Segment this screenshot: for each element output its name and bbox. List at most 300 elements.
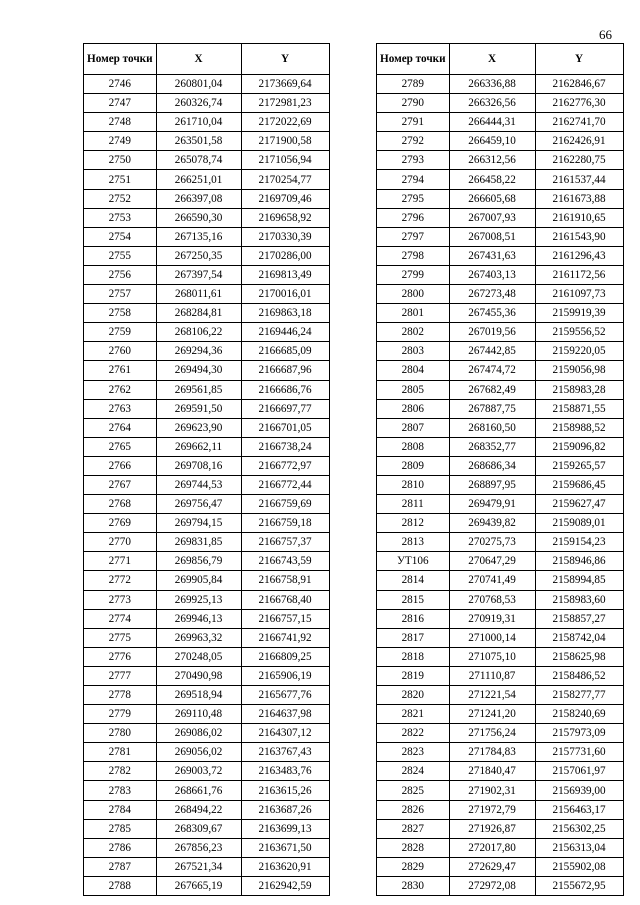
cell-y: 2158625,98 — [535, 647, 623, 666]
table-row — [377, 876, 624, 895]
cell-y: 2166758,91 — [241, 571, 329, 590]
table-header-row — [84, 44, 330, 75]
header-point-number: Номер точки — [84, 44, 157, 75]
cell-x: 270919,31 — [449, 609, 535, 628]
cell-y: 2170016,01 — [241, 285, 329, 304]
cell-x: 267431,63 — [449, 246, 535, 265]
cell-x: 267273,48 — [449, 285, 535, 304]
cell-point-number: 2817 — [377, 628, 450, 647]
cell-y: 2166741,92 — [241, 628, 329, 647]
cell-point-number: 2787 — [84, 857, 157, 876]
header-point-number: Номер точки — [377, 44, 450, 75]
cell-point-number: 2796 — [377, 208, 450, 227]
cell-y: 2162942,59 — [241, 876, 329, 895]
cell-point-number: 2821 — [377, 705, 450, 724]
cell-x: 266397,08 — [156, 189, 241, 208]
table-row — [377, 495, 624, 514]
cell-x: 266458,22 — [449, 170, 535, 189]
cell-y: 2161172,56 — [535, 265, 623, 284]
table-row — [377, 189, 624, 208]
table-row — [377, 399, 624, 418]
cell-y: 2159627,47 — [535, 495, 623, 514]
cell-y: 2158277,77 — [535, 686, 623, 705]
cell-point-number: 2830 — [377, 876, 450, 895]
cell-y: 2165677,76 — [241, 686, 329, 705]
cell-point-number: 2782 — [84, 762, 157, 781]
table-row — [377, 838, 624, 857]
cell-x: 267455,36 — [449, 304, 535, 323]
table-row — [84, 170, 330, 189]
table-row — [84, 304, 330, 323]
cell-y: 2162741,70 — [535, 113, 623, 132]
cell-point-number: 2748 — [84, 113, 157, 132]
cell-y: 2158240,69 — [535, 705, 623, 724]
cell-point-number: 2756 — [84, 265, 157, 284]
cell-y: 2156939,00 — [535, 781, 623, 800]
cell-x: 272017,80 — [449, 838, 535, 857]
cell-x: 263501,58 — [156, 132, 241, 151]
cell-x: 270647,29 — [449, 552, 535, 571]
cell-y: 2172981,23 — [241, 94, 329, 113]
cell-y: 2158988,52 — [535, 418, 623, 437]
cell-x: 266444,31 — [449, 113, 535, 132]
cell-y: 2166685,09 — [241, 342, 329, 361]
cell-point-number: 2792 — [377, 132, 450, 151]
cell-point-number: 2758 — [84, 304, 157, 323]
cell-x: 271000,14 — [449, 628, 535, 647]
table-row — [377, 208, 624, 227]
cell-x: 269794,15 — [156, 514, 241, 533]
cell-x: 267474,72 — [449, 361, 535, 380]
cell-point-number: 2795 — [377, 189, 450, 208]
table-row — [84, 705, 330, 724]
cell-y: 2163615,26 — [241, 781, 329, 800]
cell-y: 2158946,86 — [535, 552, 623, 571]
cell-point-number: 2822 — [377, 724, 450, 743]
cell-x: 271110,87 — [449, 666, 535, 685]
cell-x: 268494,22 — [156, 800, 241, 819]
cell-y: 2158871,55 — [535, 399, 623, 418]
table-row — [84, 819, 330, 838]
cell-point-number: 2801 — [377, 304, 450, 323]
cell-point-number: 2755 — [84, 246, 157, 265]
cell-point-number: 2810 — [377, 475, 450, 494]
header-x: X — [156, 44, 241, 75]
cell-x: 267250,35 — [156, 246, 241, 265]
cell-y: 2166701,05 — [241, 418, 329, 437]
cell-point-number: 2778 — [84, 686, 157, 705]
cell-x: 269086,02 — [156, 724, 241, 743]
table-row — [84, 533, 330, 552]
cell-x: 270741,49 — [449, 571, 535, 590]
cell-point-number: 2806 — [377, 399, 450, 418]
cell-y: 2158742,04 — [535, 628, 623, 647]
cell-x: 268160,50 — [449, 418, 535, 437]
cell-y: 2157731,60 — [535, 743, 623, 762]
table-row — [377, 380, 624, 399]
cell-x: 269946,13 — [156, 609, 241, 628]
cell-point-number: 2818 — [377, 647, 450, 666]
cell-point-number: 2797 — [377, 227, 450, 246]
cell-x: 269056,02 — [156, 743, 241, 762]
cell-x: 271926,87 — [449, 819, 535, 838]
cell-point-number: 2790 — [377, 94, 450, 113]
table-row — [377, 743, 624, 762]
cell-point-number: 2802 — [377, 323, 450, 342]
cell-y: 2158857,27 — [535, 609, 623, 628]
table-row — [377, 686, 624, 705]
cell-x: 269925,13 — [156, 590, 241, 609]
cell-y: 2164307,12 — [241, 724, 329, 743]
cell-point-number: 2786 — [84, 838, 157, 857]
table-row — [377, 514, 624, 533]
table-row — [377, 800, 624, 819]
table-row — [84, 838, 330, 857]
table-row — [377, 762, 624, 781]
cell-point-number: 2765 — [84, 437, 157, 456]
cell-x: 267135,16 — [156, 227, 241, 246]
table-row — [377, 285, 624, 304]
cell-point-number: 2823 — [377, 743, 450, 762]
header-y: Y — [241, 44, 329, 75]
cell-x: 271221,54 — [449, 686, 535, 705]
table-row — [84, 647, 330, 666]
table-row — [377, 647, 624, 666]
cell-x: 269494,30 — [156, 361, 241, 380]
table-row — [377, 94, 624, 113]
table-row — [84, 609, 330, 628]
cell-x: 269518,94 — [156, 686, 241, 705]
cell-x: 271784,83 — [449, 743, 535, 762]
cell-x: 270248,05 — [156, 647, 241, 666]
table-row — [377, 246, 624, 265]
cell-point-number: 2762 — [84, 380, 157, 399]
cell-y: 2159089,01 — [535, 514, 623, 533]
cell-point-number: 2788 — [84, 876, 157, 895]
cell-y: 2171056,94 — [241, 151, 329, 170]
cell-x: 272972,08 — [449, 876, 535, 895]
cell-x: 268686,34 — [449, 456, 535, 475]
table-body-left — [84, 75, 330, 896]
cell-y: 2165906,19 — [241, 666, 329, 685]
cell-point-number: 2759 — [84, 323, 157, 342]
table-row — [84, 800, 330, 819]
cell-x: 266336,88 — [449, 75, 535, 94]
cell-y: 2169813,49 — [241, 265, 329, 284]
cell-point-number: 2781 — [84, 743, 157, 762]
table-row — [84, 495, 330, 514]
cell-point-number: 2767 — [84, 475, 157, 494]
cell-y: 2166686,76 — [241, 380, 329, 399]
cell-x: 260326,74 — [156, 94, 241, 113]
cell-x: 271840,47 — [449, 762, 535, 781]
table-row — [377, 781, 624, 800]
cell-y: 2157973,09 — [535, 724, 623, 743]
cell-y: 2161537,44 — [535, 170, 623, 189]
cell-point-number: 2757 — [84, 285, 157, 304]
cell-point-number: 2809 — [377, 456, 450, 475]
table-row — [84, 857, 330, 876]
cell-x: 266605,68 — [449, 189, 535, 208]
table-row — [84, 437, 330, 456]
cell-x: 266312,56 — [449, 151, 535, 170]
cell-y: 2173669,64 — [241, 75, 329, 94]
header-y: Y — [535, 44, 623, 75]
table-row — [84, 571, 330, 590]
cell-x: 269623,90 — [156, 418, 241, 437]
cell-y: 2161910,65 — [535, 208, 623, 227]
cell-point-number: 2800 — [377, 285, 450, 304]
cell-point-number: 2812 — [377, 514, 450, 533]
cell-point-number: 2811 — [377, 495, 450, 514]
cell-x: 267682,49 — [449, 380, 535, 399]
cell-x: 260801,04 — [156, 75, 241, 94]
cell-x: 266251,01 — [156, 170, 241, 189]
table-row — [84, 75, 330, 94]
cell-point-number: 2753 — [84, 208, 157, 227]
table-row — [84, 418, 330, 437]
cell-y: 2164637,98 — [241, 705, 329, 724]
cell-y: 2159556,52 — [535, 323, 623, 342]
cell-x: 269561,85 — [156, 380, 241, 399]
cell-point-number: 2815 — [377, 590, 450, 609]
cell-point-number: 2768 — [84, 495, 157, 514]
cell-point-number: 2816 — [377, 609, 450, 628]
table-row — [377, 475, 624, 494]
cell-point-number: 2785 — [84, 819, 157, 838]
cell-y: 2170330,39 — [241, 227, 329, 246]
cell-y: 2166743,59 — [241, 552, 329, 571]
cell-x: 268661,76 — [156, 781, 241, 800]
cell-y: 2159154,23 — [535, 533, 623, 552]
table-row — [377, 227, 624, 246]
cell-y: 2166757,37 — [241, 533, 329, 552]
cell-point-number: 2777 — [84, 666, 157, 685]
coordinates-table-right — [376, 43, 624, 896]
cell-point-number: 2804 — [377, 361, 450, 380]
table-row — [84, 189, 330, 208]
cell-x: 267007,93 — [449, 208, 535, 227]
cell-point-number: 2766 — [84, 456, 157, 475]
cell-y: 2162280,75 — [535, 151, 623, 170]
cell-y: 2172022,69 — [241, 113, 329, 132]
table-row — [377, 132, 624, 151]
cell-y: 2159220,05 — [535, 342, 623, 361]
cell-y: 2166768,40 — [241, 590, 329, 609]
cell-y: 2158486,52 — [535, 666, 623, 685]
table-row — [377, 628, 624, 647]
cell-point-number: 2789 — [377, 75, 450, 94]
table-row — [84, 399, 330, 418]
cell-x: 269744,53 — [156, 475, 241, 494]
cell-y: 2158983,60 — [535, 590, 623, 609]
table-row — [84, 246, 330, 265]
cell-x: 270490,98 — [156, 666, 241, 685]
cell-point-number: 2813 — [377, 533, 450, 552]
cell-y: 2171900,58 — [241, 132, 329, 151]
cell-x: 269856,79 — [156, 552, 241, 571]
table-row — [377, 857, 624, 876]
table-row — [84, 323, 330, 342]
cell-y: 2166738,24 — [241, 437, 329, 456]
cell-x: 268284,81 — [156, 304, 241, 323]
table-row — [84, 265, 330, 284]
table-row — [84, 514, 330, 533]
table-row — [84, 380, 330, 399]
cell-point-number: 2747 — [84, 94, 157, 113]
cell-y: 2166759,18 — [241, 514, 329, 533]
cell-y: 2166772,97 — [241, 456, 329, 475]
cell-point-number: 2775 — [84, 628, 157, 647]
cell-x: 267665,19 — [156, 876, 241, 895]
cell-point-number: 2798 — [377, 246, 450, 265]
cell-x: 271902,31 — [449, 781, 535, 800]
cell-x: 269662,11 — [156, 437, 241, 456]
cell-y: 2155672,95 — [535, 876, 623, 895]
table-body-right — [377, 75, 624, 896]
cell-x: 269439,82 — [449, 514, 535, 533]
cell-point-number: 2749 — [84, 132, 157, 151]
cell-x: 269591,50 — [156, 399, 241, 418]
cell-point-number: 2761 — [84, 361, 157, 380]
cell-x: 269905,84 — [156, 571, 241, 590]
cell-x: 267403,13 — [449, 265, 535, 284]
cell-point-number: 2774 — [84, 609, 157, 628]
table-row — [84, 151, 330, 170]
cell-x: 271075,10 — [449, 647, 535, 666]
cell-y: 2163687,26 — [241, 800, 329, 819]
cell-x: 269756,47 — [156, 495, 241, 514]
cell-y: 2163483,76 — [241, 762, 329, 781]
table-row — [377, 75, 624, 94]
cell-x: 269708,16 — [156, 456, 241, 475]
table-row — [84, 475, 330, 494]
table-row — [84, 361, 330, 380]
table-row — [377, 590, 624, 609]
table-row — [377, 304, 624, 323]
cell-y: 2158983,28 — [535, 380, 623, 399]
table-row — [84, 208, 330, 227]
cell-x: 267887,75 — [449, 399, 535, 418]
cell-point-number: 2754 — [84, 227, 157, 246]
cell-x: 271756,24 — [449, 724, 535, 743]
cell-y: 2159265,57 — [535, 456, 623, 475]
cell-x: 269110,48 — [156, 705, 241, 724]
cell-point-number: 2776 — [84, 647, 157, 666]
cell-y: 2161673,88 — [535, 189, 623, 208]
cell-x: 267856,23 — [156, 838, 241, 857]
cell-y: 2170286,00 — [241, 246, 329, 265]
cell-x: 268106,22 — [156, 323, 241, 342]
cell-y: 2166697,77 — [241, 399, 329, 418]
table-row — [84, 342, 330, 361]
cell-x: 267397,54 — [156, 265, 241, 284]
table-row — [377, 705, 624, 724]
cell-x: 272629,47 — [449, 857, 535, 876]
cell-x: 268897,95 — [449, 475, 535, 494]
table-row — [377, 533, 624, 552]
cell-point-number: 2764 — [84, 418, 157, 437]
cell-point-number: 2780 — [84, 724, 157, 743]
cell-y: 2161543,90 — [535, 227, 623, 246]
table-row — [377, 342, 624, 361]
cell-point-number: 2771 — [84, 552, 157, 571]
cell-y: 2155902,08 — [535, 857, 623, 876]
cell-point-number: 2793 — [377, 151, 450, 170]
cell-point-number: УТ106 — [377, 552, 450, 571]
cell-y: 2162776,30 — [535, 94, 623, 113]
table-row — [377, 265, 624, 284]
cell-y: 2159686,45 — [535, 475, 623, 494]
cell-y: 2169658,92 — [241, 208, 329, 227]
cell-x: 261710,04 — [156, 113, 241, 132]
cell-y: 2156313,04 — [535, 838, 623, 857]
cell-y: 2166759,69 — [241, 495, 329, 514]
cell-y: 2166772,44 — [241, 475, 329, 494]
coordinates-table-left — [83, 43, 330, 896]
cell-point-number: 2824 — [377, 762, 450, 781]
cell-point-number: 2808 — [377, 437, 450, 456]
cell-point-number: 2773 — [84, 590, 157, 609]
table-row — [377, 113, 624, 132]
cell-point-number: 2760 — [84, 342, 157, 361]
table-row — [84, 781, 330, 800]
cell-point-number: 2772 — [84, 571, 157, 590]
table-row — [84, 132, 330, 151]
header-x: X — [449, 44, 535, 75]
cell-y: 2169446,24 — [241, 323, 329, 342]
table-row — [84, 552, 330, 571]
table-row — [377, 666, 624, 685]
table-row — [377, 609, 624, 628]
table-row — [84, 113, 330, 132]
table-header-row — [377, 44, 624, 75]
cell-y: 2163767,43 — [241, 743, 329, 762]
table-row — [377, 552, 624, 571]
cell-point-number: 2819 — [377, 666, 450, 685]
cell-y: 2163699,13 — [241, 819, 329, 838]
cell-y: 2163620,91 — [241, 857, 329, 876]
cell-y: 2163671,50 — [241, 838, 329, 857]
cell-point-number: 2784 — [84, 800, 157, 819]
table-row — [84, 628, 330, 647]
cell-y: 2166757,15 — [241, 609, 329, 628]
cell-point-number: 2799 — [377, 265, 450, 284]
cell-x: 269003,72 — [156, 762, 241, 781]
cell-point-number: 2746 — [84, 75, 157, 94]
cell-point-number: 2827 — [377, 819, 450, 838]
table-row — [377, 151, 624, 170]
cell-y: 2166687,96 — [241, 361, 329, 380]
cell-x: 268011,61 — [156, 285, 241, 304]
cell-x: 270275,73 — [449, 533, 535, 552]
cell-point-number: 2828 — [377, 838, 450, 857]
table-row — [84, 227, 330, 246]
table-row — [377, 361, 624, 380]
cell-x: 269479,91 — [449, 495, 535, 514]
cell-y: 2158994,85 — [535, 571, 623, 590]
cell-y: 2159056,98 — [535, 361, 623, 380]
table-row — [377, 456, 624, 475]
table-row — [377, 571, 624, 590]
cell-y: 2161097,73 — [535, 285, 623, 304]
cell-x: 266459,10 — [449, 132, 535, 151]
cell-y: 2166809,25 — [241, 647, 329, 666]
cell-point-number: 2750 — [84, 151, 157, 170]
cell-point-number: 2763 — [84, 399, 157, 418]
cell-x: 269831,85 — [156, 533, 241, 552]
table-row — [377, 819, 624, 838]
